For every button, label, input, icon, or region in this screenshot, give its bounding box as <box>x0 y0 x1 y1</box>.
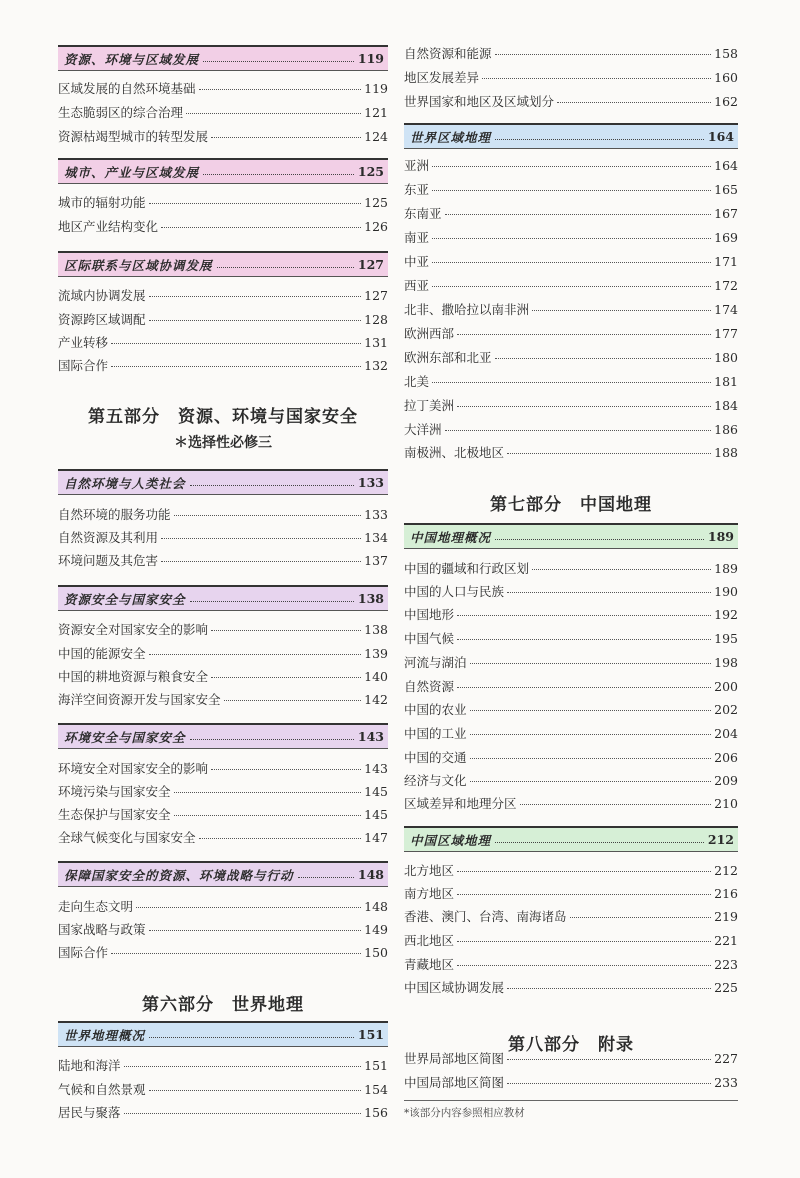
toc-entry[interactable] <box>404 372 738 394</box>
toc-entry[interactable] <box>404 68 738 90</box>
entry-title: 南方地区 <box>404 886 455 901</box>
leader-dots <box>470 734 712 735</box>
entry-page: 128 <box>364 312 388 327</box>
entry-page: 198 <box>714 655 738 670</box>
leader-dots <box>161 538 361 539</box>
toc-entry[interactable] <box>404 907 738 929</box>
part-title: 第八部分 附录 <box>508 1035 634 1055</box>
leader-dots <box>470 663 712 664</box>
section-title: 自然环境与人类社会 <box>64 475 186 491</box>
toc-entry[interactable] <box>58 103 388 125</box>
entry-page: 219 <box>714 909 738 924</box>
entry-title: 东亚 <box>404 182 430 197</box>
entry-title: 生态保护与国家安全 <box>58 807 171 822</box>
entry-page: 167 <box>714 206 738 221</box>
leader-dots <box>495 358 712 359</box>
section-title: 中国区域地理 <box>410 832 492 848</box>
entry-page: 125 <box>364 195 388 210</box>
entry-title: 中国区域协调发展 <box>404 980 505 995</box>
part-title: 第五部分 资源、环境与国家安全 <box>88 407 358 427</box>
leader-dots <box>149 296 362 297</box>
entry-page: 186 <box>714 422 738 437</box>
section-page: 189 <box>707 529 734 544</box>
leader-dots <box>186 113 361 114</box>
leader-dots <box>211 677 361 678</box>
toc-entry[interactable] <box>58 897 388 919</box>
entry-page: 172 <box>714 278 738 293</box>
leader-dots <box>199 89 362 90</box>
toc-entry[interactable] <box>404 653 738 675</box>
entry-title: 中国的交通 <box>404 750 467 765</box>
entry-page: 119 <box>364 81 388 96</box>
toc-entry[interactable] <box>58 551 388 573</box>
toc-entry[interactable] <box>58 79 388 101</box>
toc-entry[interactable] <box>404 443 738 465</box>
leader-dots <box>224 700 362 701</box>
leader-dots <box>532 310 711 311</box>
leader-dots <box>124 1066 362 1067</box>
leader-dots <box>161 561 361 562</box>
entry-title: 中国地形 <box>404 607 455 622</box>
leader-dots <box>199 838 362 839</box>
entry-page: 174 <box>714 302 738 317</box>
leader-dots <box>124 1113 362 1114</box>
entry-title: 东南亚 <box>404 206 442 221</box>
entry-page: 210 <box>714 796 738 811</box>
entry-page: 195 <box>714 631 738 646</box>
entry-title: 中国局部地区简图 <box>404 1075 505 1090</box>
section-header[interactable] <box>58 45 388 71</box>
section-header[interactable] <box>58 723 388 749</box>
toc-entry[interactable] <box>58 828 388 850</box>
section-header[interactable] <box>58 469 388 495</box>
entry-title: 环境问题及其危害 <box>58 553 159 568</box>
entry-page: 160 <box>714 70 738 85</box>
entry-title: 流域内协调发展 <box>58 288 146 303</box>
entry-title: 河流与湖泊 <box>404 655 467 670</box>
toc-entry[interactable] <box>58 644 388 666</box>
entry-title: 走向生态文明 <box>58 899 134 914</box>
section-header[interactable] <box>58 251 388 277</box>
section-page: 127 <box>357 257 384 272</box>
leader-dots <box>432 382 711 383</box>
entry-page: 169 <box>714 230 738 245</box>
toc-entry[interactable] <box>58 1080 388 1102</box>
toc-entry[interactable] <box>404 252 738 274</box>
toc-entry[interactable] <box>404 605 738 627</box>
entry-title: 自然环境的服务功能 <box>58 507 171 522</box>
entry-page: 158 <box>714 46 738 61</box>
section-page: 151 <box>357 1027 384 1042</box>
toc-entry[interactable] <box>404 92 738 114</box>
section-title: 区际联系与区域协调发展 <box>64 257 213 273</box>
leader-dots <box>190 485 354 486</box>
toc-entry[interactable] <box>58 1103 388 1125</box>
toc-entry[interactable] <box>404 931 738 953</box>
toc-entry[interactable] <box>404 396 738 418</box>
leader-dots <box>520 804 712 805</box>
leader-dots <box>570 917 712 918</box>
leader-dots <box>457 615 711 616</box>
part-title: 第七部分 中国地理 <box>490 495 652 515</box>
leader-dots <box>174 515 362 516</box>
entry-title: 国家战略与政策 <box>58 922 146 937</box>
leader-dots <box>211 769 361 770</box>
footnote: *该部分内容参照相应教材 <box>404 1100 738 1120</box>
entry-page: 150 <box>364 945 388 960</box>
section-header[interactable] <box>404 826 738 852</box>
toc-entry[interactable] <box>404 559 738 581</box>
toc-entry[interactable] <box>404 420 738 442</box>
entry-title: 中国的农业 <box>404 702 467 717</box>
leader-dots <box>457 687 711 688</box>
entry-title: 欧洲西部 <box>404 326 455 341</box>
entry-page: 209 <box>714 773 738 788</box>
leader-dots <box>507 592 711 593</box>
entry-page: 221 <box>714 933 738 948</box>
entry-title: 资源枯竭型城市的转型发展 <box>58 129 209 144</box>
toc-entry[interactable] <box>404 1073 738 1095</box>
leader-dots <box>457 894 711 895</box>
leader-dots <box>532 569 711 570</box>
entry-page: 165 <box>714 182 738 197</box>
entry-page: 184 <box>714 398 738 413</box>
section-page: 138 <box>357 591 384 606</box>
section-page: 212 <box>707 832 734 847</box>
entry-title: 经济与文化 <box>404 773 467 788</box>
entry-page: 132 <box>364 358 388 373</box>
entry-page: 147 <box>364 830 388 845</box>
section-title: 保障国家安全的资源、环境战略与行动 <box>64 867 294 883</box>
leader-dots <box>203 61 354 62</box>
toc-entry[interactable] <box>58 782 388 804</box>
leader-dots <box>432 262 711 263</box>
leader-dots <box>457 965 711 966</box>
toc-entry[interactable] <box>404 204 738 226</box>
entry-page: 188 <box>714 445 738 460</box>
entry-page: 180 <box>714 350 738 365</box>
entry-page: 200 <box>714 679 738 694</box>
entry-title: 区域差异和地理分区 <box>404 796 517 811</box>
entry-page: 138 <box>364 622 388 637</box>
leader-dots <box>217 267 354 268</box>
entry-title: 青藏地区 <box>404 957 455 972</box>
entry-page: 154 <box>364 1082 388 1097</box>
entry-title: 西北地区 <box>404 933 455 948</box>
section-header[interactable] <box>404 123 738 149</box>
toc-entry[interactable] <box>404 180 738 202</box>
entry-title: 中国的人口与民族 <box>404 584 505 599</box>
entry-title: 南亚 <box>404 230 430 245</box>
leader-dots <box>111 953 361 954</box>
entry-title: 区域发展的自然环境基础 <box>58 81 196 96</box>
toc-entry[interactable] <box>58 286 388 308</box>
toc-entry[interactable] <box>58 805 388 827</box>
toc-entry[interactable] <box>404 978 738 1000</box>
leader-dots <box>457 334 711 335</box>
leader-dots <box>495 54 712 55</box>
toc-entry[interactable] <box>58 528 388 550</box>
toc-entry[interactable] <box>404 861 738 883</box>
toc-entry[interactable] <box>404 677 738 699</box>
part-title: 第六部分 世界地理 <box>142 995 304 1015</box>
leader-dots <box>149 320 362 321</box>
entry-page: 212 <box>714 863 738 878</box>
entry-title: 自然资源和能源 <box>404 46 492 61</box>
entry-page: 131 <box>364 335 388 350</box>
leader-dots <box>136 907 361 908</box>
section-header[interactable] <box>404 523 738 549</box>
toc-entry[interactable] <box>58 356 388 378</box>
entry-page: 140 <box>364 669 388 684</box>
toc-entry[interactable] <box>404 44 738 66</box>
entry-page: 223 <box>714 957 738 972</box>
toc-entry[interactable] <box>404 884 738 906</box>
leader-dots <box>457 871 711 872</box>
section-page: 125 <box>357 164 384 179</box>
leader-dots <box>211 630 361 631</box>
entry-title: 中国气候 <box>404 631 455 646</box>
section-page: 164 <box>707 129 734 144</box>
entry-title: 南极洲、北极地区 <box>404 445 505 460</box>
leader-dots <box>149 930 362 931</box>
entry-title: 拉丁美洲 <box>404 398 455 413</box>
leader-dots <box>298 877 354 878</box>
section-page: 143 <box>357 729 384 744</box>
entry-page: 177 <box>714 326 738 341</box>
toc-entry[interactable] <box>58 217 388 239</box>
entry-title: 国际合作 <box>58 358 109 373</box>
toc-entry[interactable] <box>404 748 738 770</box>
entry-page: 145 <box>364 807 388 822</box>
leader-dots <box>470 710 712 711</box>
entry-page: 148 <box>364 899 388 914</box>
entry-title: 大洋洲 <box>404 422 442 437</box>
toc-entry[interactable] <box>58 1056 388 1078</box>
entry-title: 陆地和海洋 <box>58 1058 121 1073</box>
leader-dots <box>111 366 361 367</box>
leader-dots <box>211 137 361 138</box>
section-header[interactable] <box>58 861 388 887</box>
entry-page: 133 <box>364 507 388 522</box>
entry-title: 环境安全对国家安全的影响 <box>58 761 209 776</box>
entry-title: 自然资源 <box>404 679 455 694</box>
section-page: 148 <box>357 867 384 882</box>
section-page: 119 <box>357 51 384 66</box>
leader-dots <box>432 238 711 239</box>
leader-dots <box>174 815 362 816</box>
entry-page: 162 <box>714 94 738 109</box>
entry-page: 181 <box>714 374 738 389</box>
entry-title: 中国的耕地资源与粮食安全 <box>58 669 209 684</box>
entry-page: 145 <box>364 784 388 799</box>
leader-dots <box>507 453 711 454</box>
entry-title: 地区发展差异 <box>404 70 480 85</box>
entry-title: 中亚 <box>404 254 430 269</box>
section-title: 城市、产业与区域发展 <box>64 164 200 180</box>
toc-entry[interactable] <box>404 156 738 178</box>
entry-title: 亚洲 <box>404 158 430 173</box>
toc-entry[interactable] <box>58 920 388 942</box>
entry-page: 124 <box>364 129 388 144</box>
leader-dots <box>149 203 362 204</box>
entry-title: 气候和自然景观 <box>58 1082 146 1097</box>
leader-dots <box>161 227 361 228</box>
section-title: 环境安全与国家安全 <box>64 729 186 745</box>
entry-title: 城市的辐射功能 <box>58 195 146 210</box>
leader-dots <box>445 430 712 431</box>
leader-dots <box>111 343 361 344</box>
leader-dots <box>190 739 354 740</box>
leader-dots <box>203 174 354 175</box>
entry-page: 143 <box>364 761 388 776</box>
leader-dots <box>445 214 712 215</box>
entry-page: 134 <box>364 530 388 545</box>
toc-entry[interactable] <box>404 348 738 370</box>
leader-dots <box>432 190 711 191</box>
entry-page: 189 <box>714 561 738 576</box>
entry-title: 中国的疆域和行政区划 <box>404 561 530 576</box>
leader-dots <box>507 1059 711 1060</box>
entry-page: 190 <box>714 584 738 599</box>
entry-title: 生态脆弱区的综合治理 <box>58 105 184 120</box>
leader-dots <box>507 1083 711 1084</box>
leader-dots <box>149 1037 354 1038</box>
entry-page: 121 <box>364 105 388 120</box>
entry-page: 142 <box>364 692 388 707</box>
entry-title: 全球气候变化与国家安全 <box>58 830 196 845</box>
entry-page: 227 <box>714 1051 738 1066</box>
toc-entry[interactable] <box>404 700 738 722</box>
toc-entry[interactable] <box>58 690 388 712</box>
toc-entry[interactable] <box>404 228 738 250</box>
section-title: 世界区域地理 <box>410 129 492 145</box>
toc-entry[interactable] <box>58 667 388 689</box>
leader-dots <box>149 1090 362 1091</box>
toc-entry[interactable] <box>58 193 388 215</box>
leader-dots <box>495 539 704 540</box>
entry-page: 225 <box>714 980 738 995</box>
entry-title: 香港、澳门、台湾、南海诸岛 <box>404 909 567 924</box>
leader-dots <box>495 139 704 140</box>
entry-title: 海洋空间资源开发与国家安全 <box>58 692 221 707</box>
entry-page: 164 <box>714 158 738 173</box>
entry-title: 欧洲东部和北亚 <box>404 350 492 365</box>
toc-entry[interactable] <box>58 505 388 527</box>
leader-dots <box>470 758 712 759</box>
section-header[interactable] <box>58 158 388 184</box>
leader-dots <box>457 639 711 640</box>
entry-title: 地区产业结构变化 <box>58 219 159 234</box>
entry-page: 139 <box>364 646 388 661</box>
toc-entry[interactable] <box>404 582 738 604</box>
toc-entry[interactable] <box>58 333 388 355</box>
entry-title: 资源安全对国家安全的影响 <box>58 622 209 637</box>
toc-entry[interactable] <box>58 620 388 642</box>
entry-title: 北方地区 <box>404 863 455 878</box>
leader-dots <box>482 78 711 79</box>
entry-page: 192 <box>714 607 738 622</box>
leader-dots <box>507 988 711 989</box>
entry-page: 149 <box>364 922 388 937</box>
entry-page: 206 <box>714 750 738 765</box>
entry-title: 北美 <box>404 374 430 389</box>
entry-page: 151 <box>364 1058 388 1073</box>
section-title: 资源、环境与区域发展 <box>64 51 200 67</box>
leader-dots <box>190 601 354 602</box>
entry-page: 204 <box>714 726 738 741</box>
entry-title: 中国的工业 <box>404 726 467 741</box>
entry-page: 137 <box>364 553 388 568</box>
section-title: 资源安全与国家安全 <box>64 591 186 607</box>
leader-dots <box>432 166 711 167</box>
leader-dots <box>432 286 711 287</box>
toc-entry[interactable] <box>404 724 738 746</box>
part-subtitle: ＊选择性必修三 <box>174 435 272 451</box>
entry-title: 西亚 <box>404 278 430 293</box>
leader-dots <box>557 102 711 103</box>
entry-page: 202 <box>714 702 738 717</box>
leader-dots <box>149 654 362 655</box>
toc-entry[interactable] <box>404 955 738 977</box>
entry-page: 233 <box>714 1075 738 1090</box>
toc-entry[interactable] <box>404 276 738 298</box>
toc-entry[interactable] <box>404 771 738 793</box>
entry-page: 126 <box>364 219 388 234</box>
section-title: 中国地理概况 <box>410 529 492 545</box>
entry-title: 自然资源及其利用 <box>58 530 159 545</box>
section-title: 世界地理概况 <box>64 1027 146 1043</box>
entry-page: 127 <box>364 288 388 303</box>
entry-title: 世界国家和地区及区域划分 <box>404 94 555 109</box>
leader-dots <box>457 406 711 407</box>
leader-dots <box>457 941 711 942</box>
toc-entry[interactable] <box>404 629 738 651</box>
entry-title: 产业转移 <box>58 335 109 350</box>
section-page: 133 <box>357 475 384 490</box>
entry-title: 环境污染与国家安全 <box>58 784 171 799</box>
entry-title: 中国的能源安全 <box>58 646 146 661</box>
toc-entry[interactable] <box>404 794 738 816</box>
section-header[interactable] <box>58 585 388 611</box>
toc-entry[interactable] <box>58 759 388 781</box>
entry-title: 世界局部地区简图 <box>404 1051 505 1066</box>
toc-entry[interactable] <box>58 127 388 149</box>
toc-entry[interactable] <box>58 943 388 965</box>
entry-title: 居民与聚落 <box>58 1105 121 1120</box>
leader-dots <box>470 781 712 782</box>
toc-entry[interactable] <box>404 324 738 346</box>
entry-title: 资源跨区域调配 <box>58 312 146 327</box>
toc-entry[interactable] <box>404 300 738 322</box>
entry-page: 171 <box>714 254 738 269</box>
leader-dots <box>174 792 362 793</box>
toc-entry[interactable] <box>58 310 388 332</box>
entry-page: 216 <box>714 886 738 901</box>
entry-title: 国际合作 <box>58 945 109 960</box>
entry-title: 北非、撒哈拉以南非洲 <box>404 302 530 317</box>
toc-entry[interactable] <box>404 1049 738 1071</box>
leader-dots <box>495 842 704 843</box>
section-header[interactable] <box>58 1021 388 1047</box>
entry-page: 156 <box>364 1105 388 1120</box>
